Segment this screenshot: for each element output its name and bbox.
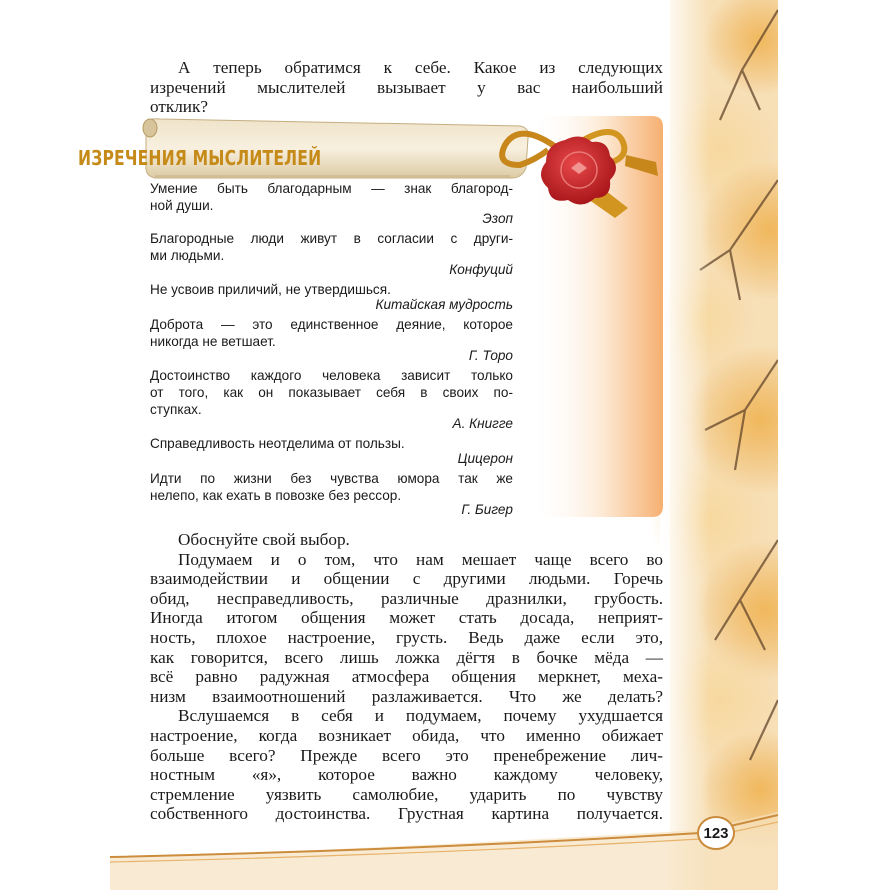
text-line: как говорится, всего лишь ложка дёгтя в бочке мёда — [150, 647, 663, 667]
quote-text [150, 281, 513, 298]
text-line: ступках. [150, 402, 202, 417]
main-paragraph [150, 530, 663, 824]
text-line: Благородные люди живут в согласии с други- [150, 231, 513, 246]
quote-text [150, 180, 513, 214]
quote-author: Конфуций [449, 262, 513, 277]
quote-text [150, 367, 513, 418]
quote-author: Цицерон [457, 451, 513, 466]
text-line: низм взаимоотношений разлаживается. Что же делать? [150, 686, 663, 706]
text-line: нелепо, как ехать в повозке без рессор. [150, 488, 402, 503]
text-line: стремление уязвить самолюбие, ударить по чувству [150, 784, 663, 804]
text-line: собственного достоинства. Грустная картина получается. [150, 804, 663, 824]
text-line: ной души. [150, 198, 214, 213]
page-number: 123 [697, 816, 735, 850]
quote-text [150, 316, 513, 350]
quote-box-title: ИЗРЕЧЕНИЯ МЫСЛИТЕЛЕЙ [78, 146, 322, 170]
wax-seal-icon [541, 136, 616, 204]
text-line: А теперь обратимся к себе. Какое из следующих [178, 58, 663, 77]
text-line: ми людьми. [150, 248, 225, 263]
text-line: обид, несправедливость, различные дразнилки, грубость. [150, 588, 663, 608]
text-line: Подумаем и о том, что нам мешает чаще всего во [178, 549, 663, 569]
text-line: Обоснуйте свой выбор. [178, 530, 350, 549]
quote-author: Г. Торо [468, 348, 513, 363]
text-line: изречений мыслителей вызывает у вас наибольший [150, 77, 663, 97]
text-line: ностным «я», которое важно каждому человеку, [150, 765, 663, 785]
text-line: Не усвоив приличий, не утвердишься. [150, 282, 391, 297]
quote-text [150, 470, 513, 504]
text-line: отклик? [150, 97, 208, 117]
quote-author: А. Книгге [452, 416, 513, 431]
quote-author: Китайская мудрость [375, 297, 513, 312]
text-line: настроение, когда возникает обида, что именно обижает [150, 725, 663, 745]
quote-text [150, 435, 513, 452]
text-line: от того, как он показывает себя в своих по- [150, 385, 513, 400]
quote-author: Эзоп [482, 211, 513, 226]
text-line: Справедливость неотделима от пользы. [150, 436, 405, 451]
text-line: Вслушаемся в себя и подумаем, почему ухудшается [178, 706, 663, 726]
quote-author: Г. Бигер [461, 502, 513, 517]
text-line: Доброта — это единственное деяние, которое [150, 317, 513, 332]
text-line: Иногда итогом общения может стать досада, неприят- [150, 608, 663, 628]
text-line: Достоинство каждого человека зависит только [150, 368, 513, 383]
text-line: больше всего? Прежде всего это пренебрежение лич- [150, 745, 663, 765]
text-line: Умение быть благодарным — знак благород- [150, 181, 513, 196]
text-line: ность, плохое настроение, грусть. Ведь даже если это, [150, 627, 663, 647]
text-line: Идти по жизни без чувства юмора так же [150, 471, 513, 486]
text-line: взаимодействии и общении с другими людьми. Горечь [150, 569, 663, 589]
text-line: всё равно радужная атмосфера общения меркнет, меха- [150, 667, 663, 687]
text-line: никогда не ветшает. [150, 334, 276, 349]
quote-text [150, 230, 513, 264]
